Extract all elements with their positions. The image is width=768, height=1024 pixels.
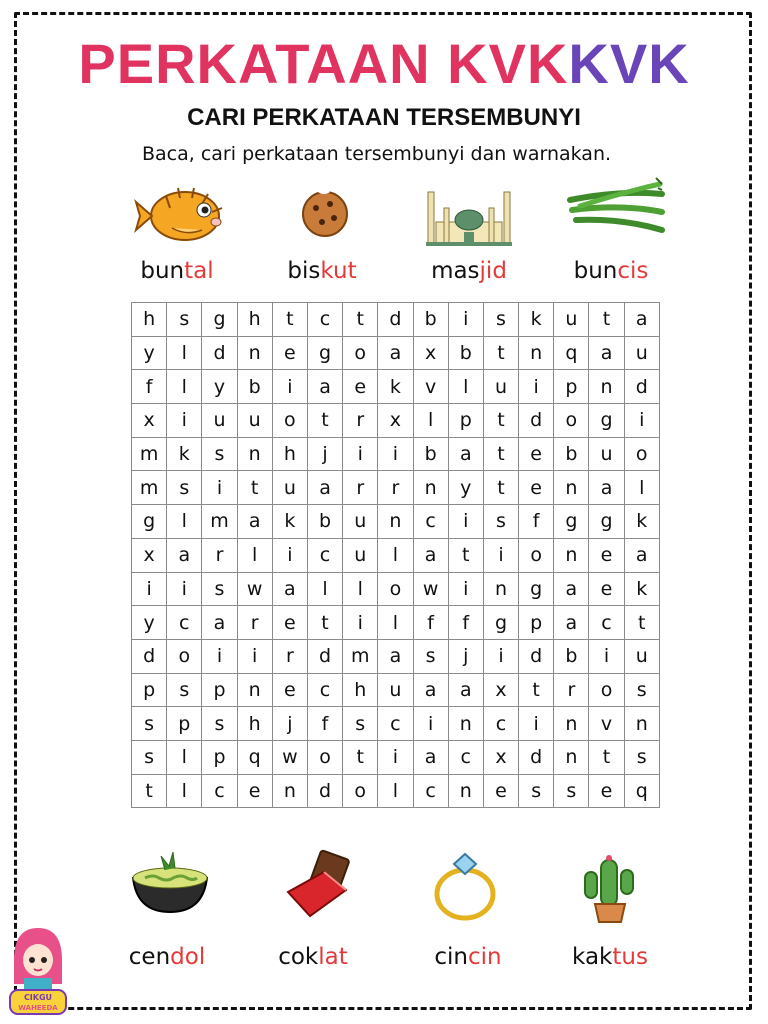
cactus-icon [555, 848, 665, 924]
grid-cell[interactable]: a [589, 471, 624, 505]
grid-cell[interactable]: o [343, 336, 378, 370]
grid-row [132, 774, 660, 808]
grid-cell[interactable]: o [307, 740, 342, 774]
grid-cell[interactable]: u [202, 404, 237, 438]
grid-cell[interactable]: l [448, 370, 483, 404]
grid-cell[interactable]: s [202, 707, 237, 741]
cendol-bowl-icon [115, 848, 225, 924]
grid-cell[interactable]: p [167, 707, 202, 741]
grid-cell[interactable]: o [167, 639, 202, 673]
grid-cell[interactable]: n [554, 471, 589, 505]
page-subtitle: CARI PERKATAAN TERSEMBUNYI [187, 104, 581, 131]
grid-cell[interactable]: i [378, 437, 413, 471]
grid-cell[interactable]: b [413, 437, 448, 471]
grid-cell[interactable]: i [167, 404, 202, 438]
grid-cell[interactable]: i [237, 639, 272, 673]
grid-cell[interactable]: n [589, 370, 624, 404]
grid-cell[interactable]: i [448, 303, 483, 337]
grid-cell[interactable]: c [589, 606, 624, 640]
grid-cell[interactable]: c [202, 774, 237, 808]
grid-cell[interactable]: n [554, 740, 589, 774]
grid-cell[interactable]: a [307, 370, 342, 404]
grid-cell[interactable]: t [307, 404, 342, 438]
grid-cell[interactable]: g [519, 572, 554, 606]
word-prefix: cok [278, 944, 319, 970]
grid-cell[interactable]: t [132, 774, 167, 808]
grid-cell[interactable]: x [378, 404, 413, 438]
grid-cell[interactable]: u [483, 370, 518, 404]
grid-cell[interactable]: p [202, 673, 237, 707]
word-coklat [253, 944, 373, 970]
grid-cell[interactable]: p [448, 404, 483, 438]
grid-cell[interactable]: g [202, 303, 237, 337]
grid-row [132, 404, 660, 438]
grid-cell[interactable]: l [413, 404, 448, 438]
grid-cell[interactable]: c [413, 505, 448, 539]
grid-row [132, 370, 660, 404]
grid-cell[interactable]: a [378, 336, 413, 370]
grid-cell[interactable]: b [237, 370, 272, 404]
word-suffix: dol [170, 944, 206, 970]
grid-cell[interactable]: n [483, 572, 518, 606]
grid-cell[interactable]: u [343, 505, 378, 539]
grid-cell[interactable]: l [167, 370, 202, 404]
grid-cell[interactable]: i [272, 370, 307, 404]
word-biskut [262, 258, 382, 284]
word-suffix: kut [320, 258, 357, 284]
grid-cell[interactable]: a [589, 336, 624, 370]
grid-cell[interactable]: i [202, 639, 237, 673]
grid-cell[interactable]: n [624, 707, 659, 741]
grid-cell[interactable]: a [624, 303, 659, 337]
grid-cell[interactable]: i [132, 572, 167, 606]
word-prefix: cen [128, 944, 171, 970]
grid-cell[interactable]: g [589, 404, 624, 438]
grid-cell[interactable]: a [413, 740, 448, 774]
grid-cell[interactable]: s [413, 639, 448, 673]
grid-cell[interactable]: t [448, 538, 483, 572]
grid-cell[interactable]: x [483, 673, 518, 707]
grid-cell[interactable]: a [307, 471, 342, 505]
grid-cell[interactable]: c [307, 303, 342, 337]
grid-cell[interactable]: f [448, 606, 483, 640]
grid-cell[interactable]: i [272, 538, 307, 572]
grid-cell[interactable]: l [378, 606, 413, 640]
cookie-icon [270, 178, 380, 254]
grid-cell[interactable]: v [589, 707, 624, 741]
grid-cell[interactable]: i [519, 370, 554, 404]
grid-cell[interactable]: d [307, 774, 342, 808]
grid-cell[interactable]: y [132, 336, 167, 370]
grid-cell[interactable]: l [378, 774, 413, 808]
grid-cell[interactable]: m [132, 437, 167, 471]
grid-cell[interactable]: f [307, 707, 342, 741]
grid-row [132, 471, 660, 505]
cikgu-waheeda-logo [6, 920, 70, 1020]
grid-cell[interactable]: s [167, 471, 202, 505]
grid-cell[interactable]: u [237, 404, 272, 438]
grid-cell[interactable]: r [202, 538, 237, 572]
grid-cell[interactable]: m [202, 505, 237, 539]
grid-row [132, 336, 660, 370]
grid-cell[interactable]: w [272, 740, 307, 774]
grid-cell[interactable]: g [554, 505, 589, 539]
pufferfish-icon [130, 178, 240, 254]
word-search-grid [131, 302, 660, 808]
grid-cell[interactable]: x [132, 404, 167, 438]
grid-cell[interactable]: r [378, 471, 413, 505]
grid-cell[interactable]: l [167, 505, 202, 539]
grid-cell[interactable]: j [272, 707, 307, 741]
grid-cell[interactable]: h [132, 303, 167, 337]
grid-cell[interactable]: l [624, 471, 659, 505]
grid-cell[interactable]: u [343, 538, 378, 572]
grid-cell[interactable]: h [237, 303, 272, 337]
grid-cell[interactable]: t [307, 606, 342, 640]
grid-cell[interactable]: a [554, 606, 589, 640]
ring-icon [410, 848, 520, 924]
grid-cell[interactable]: k [624, 572, 659, 606]
grid-cell[interactable]: u [624, 639, 659, 673]
grid-cell[interactable]: t [237, 471, 272, 505]
grid-cell[interactable]: i [413, 707, 448, 741]
grid-cell[interactable]: l [307, 572, 342, 606]
word-suffix: cis [617, 258, 649, 284]
grid-cell[interactable]: m [343, 639, 378, 673]
grid-cell[interactable]: e [519, 471, 554, 505]
grid-cell[interactable]: t [483, 437, 518, 471]
grid-cell[interactable]: a [413, 673, 448, 707]
grid-cell[interactable]: s [483, 505, 518, 539]
grid-cell[interactable]: g [132, 505, 167, 539]
grid-cell[interactable]: d [307, 639, 342, 673]
grid-cell[interactable]: e [519, 437, 554, 471]
grid-cell[interactable]: q [624, 774, 659, 808]
word-prefix: bun [140, 258, 185, 284]
grid-cell[interactable]: a [202, 606, 237, 640]
grid-cell[interactable]: d [132, 639, 167, 673]
grid-cell[interactable]: s [483, 303, 518, 337]
svg-text:WAHEEDA: WAHEEDA [18, 1004, 58, 1012]
word-suffix: tal [184, 258, 214, 284]
grid-cell[interactable]: c [448, 740, 483, 774]
grid-cell[interactable]: s [554, 774, 589, 808]
grid-cell[interactable]: x [413, 336, 448, 370]
grid-cell[interactable]: n [237, 673, 272, 707]
grid-cell[interactable]: j [448, 639, 483, 673]
grid-row [132, 740, 660, 774]
grid-cell[interactable]: u [589, 437, 624, 471]
grid-cell[interactable]: j [307, 437, 342, 471]
grid-cell[interactable]: i [378, 740, 413, 774]
grid-cell[interactable]: u [554, 303, 589, 337]
grid-cell[interactable]: b [554, 437, 589, 471]
grid-cell[interactable]: y [132, 606, 167, 640]
word-masjid [409, 258, 529, 284]
chocolate-bar-icon [268, 848, 378, 924]
grid-cell[interactable]: l [167, 774, 202, 808]
grid-cell[interactable]: b [554, 639, 589, 673]
grid-cell[interactable]: s [343, 707, 378, 741]
grid-cell[interactable]: i [483, 639, 518, 673]
grid-cell[interactable]: n [448, 707, 483, 741]
grid-cell[interactable]: c [167, 606, 202, 640]
grid-row [132, 538, 660, 572]
grid-cell[interactable]: d [519, 740, 554, 774]
grid-cell[interactable]: a [167, 538, 202, 572]
grid-cell[interactable]: r [237, 606, 272, 640]
grid-cell[interactable]: t [343, 303, 378, 337]
grid-cell[interactable]: h [343, 673, 378, 707]
grid-cell[interactable]: u [272, 471, 307, 505]
green-beans-icon [560, 170, 670, 246]
grid-row [132, 303, 660, 337]
grid-cell[interactable]: n [448, 774, 483, 808]
grid-cell[interactable]: c [413, 774, 448, 808]
grid-row [132, 639, 660, 673]
grid-cell[interactable]: s [202, 572, 237, 606]
grid-cell[interactable]: p [202, 740, 237, 774]
word-suffix: tus [612, 944, 648, 970]
grid-cell[interactable]: g [307, 336, 342, 370]
word-prefix: kak [572, 944, 613, 970]
grid-cell[interactable]: k [167, 437, 202, 471]
instruction-text: Baca, cari perkataan tersembunyi dan warnakan. [142, 143, 612, 165]
grid-cell[interactable]: s [132, 707, 167, 741]
grid-cell[interactable]: n [554, 538, 589, 572]
grid-cell[interactable]: k [519, 303, 554, 337]
grid-cell[interactable]: i [589, 639, 624, 673]
grid-cell[interactable]: a [624, 538, 659, 572]
grid-cell[interactable]: b [448, 336, 483, 370]
grid-cell[interactable]: a [378, 639, 413, 673]
grid-cell[interactable]: d [624, 370, 659, 404]
grid-cell[interactable]: n [272, 774, 307, 808]
word-suffix: cin [468, 944, 502, 970]
word-cincin [408, 944, 528, 970]
grid-cell[interactable]: q [237, 740, 272, 774]
grid-cell[interactable]: r [272, 639, 307, 673]
grid-cell[interactable]: y [448, 471, 483, 505]
grid-cell[interactable]: i [448, 572, 483, 606]
grid-cell[interactable]: h [237, 707, 272, 741]
grid-cell[interactable]: w [413, 572, 448, 606]
grid-cell[interactable]: o [519, 538, 554, 572]
grid-cell[interactable]: c [307, 538, 342, 572]
title-part-2: KVK [568, 32, 690, 95]
grid-cell[interactable]: a [554, 572, 589, 606]
grid-cell[interactable]: n [378, 505, 413, 539]
grid-cell[interactable]: o [378, 572, 413, 606]
grid-cell[interactable]: e [272, 673, 307, 707]
word-cendol [107, 944, 227, 970]
grid-cell[interactable]: r [343, 471, 378, 505]
grid-cell[interactable]: a [237, 505, 272, 539]
grid-cell[interactable]: t [343, 740, 378, 774]
grid-cell[interactable]: o [272, 404, 307, 438]
grid-cell[interactable]: a [272, 572, 307, 606]
grid-cell[interactable]: a [413, 538, 448, 572]
grid-cell[interactable]: i [202, 471, 237, 505]
grid-cell[interactable]: i [167, 572, 202, 606]
word-buntal [117, 258, 237, 284]
grid-cell[interactable]: k [624, 505, 659, 539]
grid-cell[interactable]: g [589, 505, 624, 539]
grid-cell[interactable]: o [343, 774, 378, 808]
grid-cell[interactable]: e [237, 774, 272, 808]
grid-cell[interactable]: e [589, 572, 624, 606]
grid-cell[interactable]: t [519, 673, 554, 707]
grid-cell[interactable]: s [202, 437, 237, 471]
grid-cell[interactable]: i [483, 538, 518, 572]
grid-cell[interactable]: t [589, 303, 624, 337]
grid-cell[interactable]: l [167, 740, 202, 774]
grid-cell[interactable]: i [343, 606, 378, 640]
word-suffix: lat [318, 944, 348, 970]
grid-cell[interactable]: n [237, 336, 272, 370]
svg-text:CIKGU: CIKGU [23, 993, 53, 1002]
grid-cell[interactable]: r [554, 673, 589, 707]
grid-cell[interactable]: t [483, 471, 518, 505]
grid-row [132, 707, 660, 741]
grid-cell[interactable]: t [483, 404, 518, 438]
grid-cell[interactable]: l [343, 572, 378, 606]
grid-cell[interactable]: s [624, 740, 659, 774]
grid-cell[interactable]: d [519, 639, 554, 673]
grid-cell[interactable]: s [167, 303, 202, 337]
grid-cell[interactable]: a [448, 673, 483, 707]
grid-cell[interactable]: y [202, 370, 237, 404]
grid-cell[interactable]: u [624, 336, 659, 370]
grid-cell[interactable]: o [554, 404, 589, 438]
grid-cell[interactable]: i [448, 505, 483, 539]
grid-cell[interactable]: x [132, 538, 167, 572]
grid-row [132, 505, 660, 539]
grid-cell[interactable]: n [413, 471, 448, 505]
grid-cell[interactable]: a [448, 437, 483, 471]
word-prefix: bun [573, 258, 618, 284]
grid-cell[interactable]: e [272, 336, 307, 370]
grid-cell[interactable]: e [589, 774, 624, 808]
word-prefix: bis [287, 258, 321, 284]
word-prefix: mas [431, 258, 480, 284]
grid-row [132, 673, 660, 707]
grid-row [132, 437, 660, 471]
grid-cell[interactable]: e [272, 606, 307, 640]
grid-cell[interactable]: n [519, 336, 554, 370]
word-kaktus [550, 944, 670, 970]
grid-cell[interactable]: d [202, 336, 237, 370]
grid-cell[interactable]: i [624, 404, 659, 438]
grid-cell[interactable]: s [132, 740, 167, 774]
word-buncis [551, 258, 671, 284]
grid-cell[interactable]: s [624, 673, 659, 707]
grid-row [132, 606, 660, 640]
word-prefix: cin [434, 944, 468, 970]
grid-cell[interactable]: d [378, 303, 413, 337]
word-suffix: jid [479, 258, 507, 284]
grid-cell[interactable]: p [554, 370, 589, 404]
grid-cell[interactable]: g [483, 606, 518, 640]
grid-cell[interactable]: q [554, 336, 589, 370]
grid-cell[interactable]: w [237, 572, 272, 606]
grid-cell[interactable]: i [343, 437, 378, 471]
grid-cell[interactable]: n [237, 437, 272, 471]
grid-cell[interactable]: l [378, 538, 413, 572]
page-title [0, 32, 768, 95]
grid-cell[interactable]: t [589, 740, 624, 774]
grid-row [132, 572, 660, 606]
grid-cell[interactable]: t [483, 336, 518, 370]
grid-cell[interactable]: u [378, 673, 413, 707]
grid-cell[interactable]: d [519, 404, 554, 438]
grid-cell[interactable]: k [272, 505, 307, 539]
mosque-icon [414, 178, 524, 254]
grid-cell[interactable]: e [483, 774, 518, 808]
grid-cell[interactable]: p [132, 673, 167, 707]
grid-cell[interactable]: t [624, 606, 659, 640]
grid-cell[interactable]: f [132, 370, 167, 404]
grid-cell[interactable]: t [272, 303, 307, 337]
grid-cell[interactable]: b [307, 505, 342, 539]
grid-cell[interactable]: b [413, 303, 448, 337]
grid-cell[interactable]: r [343, 404, 378, 438]
grid-cell[interactable]: p [519, 606, 554, 640]
grid-cell[interactable]: x [483, 740, 518, 774]
grid-cell[interactable]: v [413, 370, 448, 404]
grid-cell[interactable]: c [378, 707, 413, 741]
grid-cell[interactable]: m [132, 471, 167, 505]
grid-cell[interactable]: s [167, 673, 202, 707]
title-part-1: PERKATAAN KVK [78, 32, 569, 95]
grid-cell[interactable]: i [519, 707, 554, 741]
grid-cell[interactable]: l [237, 538, 272, 572]
grid-cell[interactable]: k [378, 370, 413, 404]
grid-cell[interactable]: e [589, 538, 624, 572]
grid-cell[interactable]: o [589, 673, 624, 707]
grid-cell[interactable]: n [554, 707, 589, 741]
grid-cell[interactable]: c [483, 707, 518, 741]
grid-cell[interactable]: e [343, 370, 378, 404]
grid-cell[interactable]: f [413, 606, 448, 640]
grid-cell[interactable]: s [519, 774, 554, 808]
grid-cell[interactable]: l [167, 336, 202, 370]
grid-cell[interactable]: c [307, 673, 342, 707]
grid-cell[interactable]: h [272, 437, 307, 471]
grid-cell[interactable]: o [624, 437, 659, 471]
grid-cell[interactable]: f [519, 505, 554, 539]
